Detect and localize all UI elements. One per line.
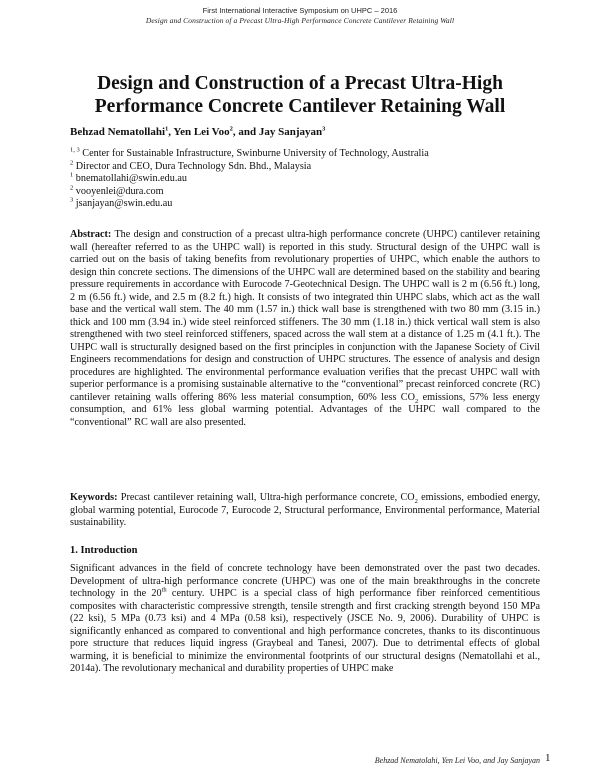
- author-mark: 1: [165, 125, 169, 133]
- affiliation-mark: 1: [70, 171, 74, 179]
- affiliation-line: [70, 148, 540, 161]
- intro-text: Significant advances in the field of concrete technology have been demonstrated over the past two decades. Development of ultra-high performance concrete (UHPC) was one of the main breakthroughs in the concrete technology in the 20: [70, 563, 540, 599]
- author-mark: 2: [229, 125, 233, 133]
- email-line: [70, 198, 540, 211]
- author-name: Yen Lei Voo: [173, 126, 230, 138]
- affiliation-text: Director and CEO, Dura Technology Sdn. Bhd., Malaysia: [73, 160, 312, 172]
- abstract-paragraph: [70, 229, 540, 429]
- author-list: [70, 126, 540, 138]
- affiliation-mark: 2: [70, 159, 74, 167]
- email-text: bnematollahi@swin.edu.au: [73, 173, 188, 185]
- symposium-header: First International Interactive Symposium on UHPC – 2016: [202, 6, 398, 15]
- author-name: Behzad Nematollahi: [70, 126, 166, 138]
- subscript: 2: [414, 498, 418, 506]
- section-heading: 1. Introduction: [70, 545, 138, 556]
- email-text: jsanjayan@swin.edu.au: [73, 198, 173, 210]
- author-separator: ,: [168, 126, 174, 138]
- affiliation-mark: 3: [70, 196, 74, 204]
- running-title: Design and Construction of a Precast Ultra-High Performance Concrete Cantilever Retaining Wall: [145, 16, 455, 25]
- affiliation-mark: 2: [70, 184, 74, 192]
- footer-authors: Behzad Nematolahi, Yen Lei Voo, and Jay Sanjayan: [374, 756, 540, 765]
- paper-title: Design and Construction of a Precast Ultra-High Performance Concrete Cantilever Retaining Wall: [94, 73, 506, 117]
- affiliation-mark: 1, 3: [70, 146, 80, 154]
- keywords-text-end: emissions, embodied energy, global warming potential, Eurocode 7, Eurocode 2, Structural performance, Environmental performance, Material sustainability.: [70, 492, 540, 528]
- author-separator: , and: [232, 126, 259, 138]
- email-line: [70, 173, 540, 186]
- affiliation-list: [70, 148, 540, 211]
- superscript: th: [161, 586, 167, 594]
- affiliation-text: Center for Sustainable Infrastructure, Swinburne University of Technology, Australia: [79, 148, 429, 159]
- author-name: Jay Sanjayan: [258, 126, 323, 138]
- abstract-label: Abstract:: [70, 229, 112, 240]
- keywords-paragraph: [70, 492, 540, 530]
- keywords-text: Precast cantilever retaining wall, Ultra-high performance concrete, CO: [117, 492, 415, 503]
- email-line: [70, 186, 540, 199]
- email-text: vooyenlei@dura.com: [73, 185, 164, 197]
- affiliation-line: [70, 161, 540, 174]
- abstract-text-end: emissions, 57% less energy consumption, and 61% less global warming potential. Advantages of the UHPC wall compared to the “conventional” RC wall are also presented.: [70, 391, 540, 428]
- abstract-text: The design and construction of a precast ultra-high performance concrete (UHPC) cantilever retaining wall (hereafter referred to as the UHPC wall) is reported in this study. Structural design of the UHPC wall is carried out on the basis of taking benefits from revolutionary properties of UHPC, which enable the authors to design thin concrete sections. The dimensions of the UHPC wall are determined based on the stability and bearing pressure requirements in accordance with Eurocode 7-Geotechnical Design. The UHPC wall is 2 m (6.56 ft.) long, 2 m (6.56 ft.) wide, and 2.5 m (8.2 ft.) high. It consists of two integrated thin UHPC slabs, which act as the wall base and the vertical wall stem. The 40 mm (1.57 in.) thick wall base is strengthened with two 80 mm (3.15 in.) thick and 100 mm (3.94 in.) wide steel reinforced stiffeners. The 30 mm (1.18 in.) thick vertical wall stem is also strengthened with two steel reinforced stiffeners, spaced across the wall stem at a distance of 1.25 m (4.1 ft.). The UHPC wall is structurally designed based on the first principles in conjunction with the Japanese Society of Civil Engineers recommendations for design and construction of UHPC structures. The essence of analysis and design procedures are highlighted. The environmental performance evaluation verifies that the precast UHPC wall with superior performance is a promising sustainable alternative to the “conventional” precast reinforced concrete (RC) cantilever retaining walls offering 86% less material consumption, 60% less CO: [70, 229, 540, 403]
- page-number: 1: [545, 752, 551, 764]
- subscript: 2: [414, 397, 419, 405]
- introduction-paragraph: [70, 563, 540, 676]
- author-mark: 3: [322, 125, 326, 133]
- keywords-label: Keywords:: [70, 492, 118, 503]
- intro-text-end: century. UHPC is a special class of high performance fiber reinforced cementitious composites with characteristic compressive strength, tensile strength and first cracking strength beyond 150 MPa (22 ksi), 5 MPa (0.73 ksi) and 4 MPa (0.58 ksi), respectively (JSCE No. 9, 2006). Durability of UHPC is significantly enhanced as compared to conventional and high performance concretes, thanks to its discontinuous pore structure that reduces liquid ingress (Graybeal and Tanesi, 2007). Due to detrimental effects of global warming, it is beneficial to minimize the environmental footprints of our structural designs (Nematollahi et al., 2014a). The revolutionary mechanical and durability properties of UHPC make: [70, 588, 540, 674]
